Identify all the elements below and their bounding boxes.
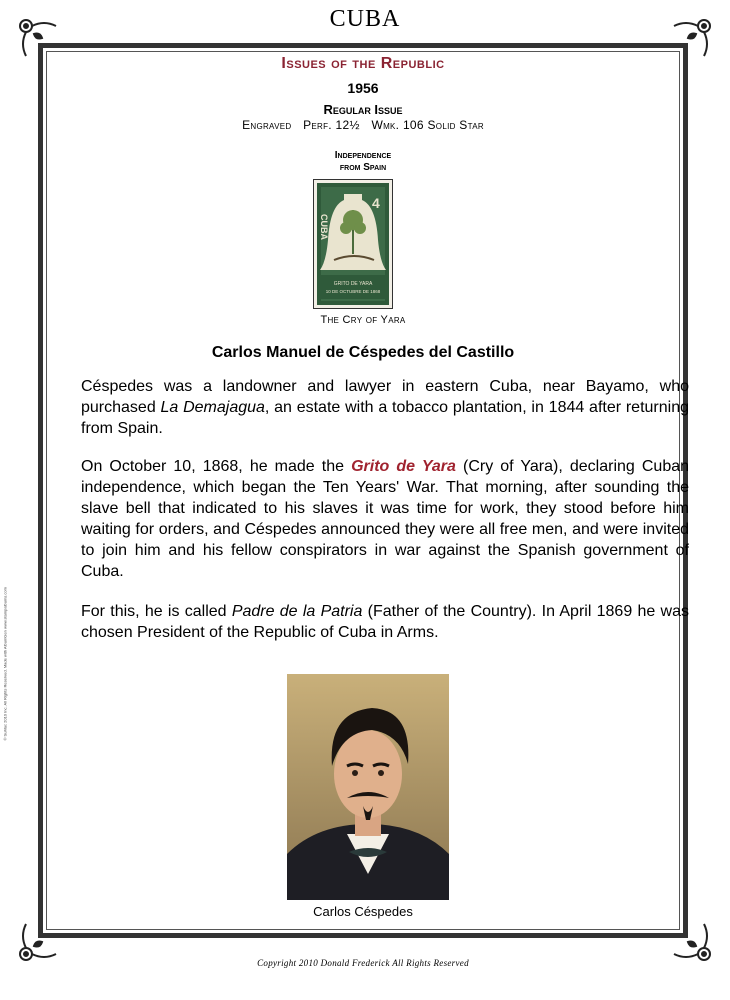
spec-watermark: Wmk. 106 Solid Star: [371, 118, 484, 132]
p3-text-b: (Father of the Country). In April 1869 he was chosen President of the Republic of Cuba in Arms.: [81, 603, 690, 641]
copyright-footer: Copyright 2010 Donald Frederick All Rights Reserved: [257, 958, 469, 968]
spec-printing: Engraved: [242, 118, 292, 132]
p2-text-a: On October 10, 1868, he made the: [81, 458, 352, 475]
p2-emphasis: Grito de Yara: [351, 458, 456, 475]
country-title: CUBA: [329, 6, 401, 32]
stamp-value-text: 4: [372, 195, 380, 211]
portrait-image: [287, 674, 449, 900]
stamp-country-text: CUBA: [319, 214, 329, 240]
issue-year: 1956: [347, 80, 379, 96]
section-title: Issues of the Republic: [281, 55, 445, 72]
p3-text-a: For this, he is called: [81, 603, 232, 620]
spec-perforation: Perf. 12½: [303, 118, 360, 132]
portrait-caption: Carlos Céspedes: [313, 904, 413, 919]
p3-emphasis: Padre de la Patria: [231, 603, 363, 620]
ornament-corner-icon: [16, 16, 60, 60]
stamp-heading: [48, 150, 678, 174]
stamp-inscription-1: GRITO DE YARA: [333, 281, 373, 287]
issue-specs: [48, 118, 678, 132]
side-credit-text: © SuMac 2010 Inc. All Rights Reserved. Made with AlbumGen www.stampalbums.com: [2, 587, 8, 741]
article-paragraph-1: [81, 376, 689, 439]
stamp-caption: The Cry of Yara: [320, 314, 406, 326]
p1-emphasis: La Demajagua: [160, 399, 265, 416]
article-paragraph-3: [81, 601, 689, 643]
article-paragraph-2: [81, 456, 689, 582]
stamp-inscription-2: 10 DE OCTUBRE DE 1868: [325, 289, 381, 294]
stamp-image: [313, 179, 393, 309]
article-heading: Carlos Manuel de Céspedes del Castillo: [211, 344, 515, 361]
side-credit: [0, 555, 12, 745]
stamp-heading-line2: from Spain: [339, 162, 387, 173]
ornament-corner-icon: [670, 16, 714, 60]
p1-text-a: Céspedes was a landowner and lawyer in eastern Cuba, near Bayamo, who purchased: [81, 378, 689, 416]
issue-type: Regular Issue: [323, 102, 403, 117]
stamp-heading-line1: Independence: [334, 150, 392, 161]
p1-text-b: , an estate with a tobacco plantation, in 1844 after returning from Spain.: [81, 399, 689, 437]
p2-text-b: (Cry of Yara), declaring Cuban independence, which began the Ten Years' War. That morning, after sounding the slave bell that indicated to his slaves it was time for work, they stood before him waiting for orders, and Céspedes announced they were all free men, and were invited to join him and his fellow conspirators in war against the Spanish government of Cuba.: [81, 458, 690, 580]
